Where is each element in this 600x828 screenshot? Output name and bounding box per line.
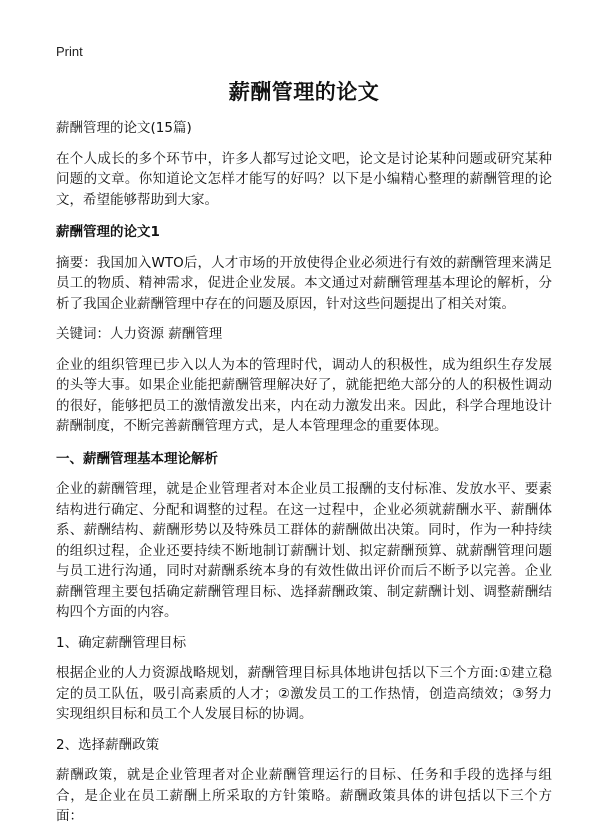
intro-paragraph: 在个人成长的多个环节中，许多人都写过论文吧，论文是讨论某种问题或研究某种问题的文章。你知道论文怎样才能写的好吗？以下是小编精心整理的薪酬管理的论文，希望能够帮助到大家。 — [56, 150, 552, 208]
item2-heading: 2、选择薪酬政策 — [56, 736, 160, 753]
item1-heading: 1、确定薪酬管理目标 — [56, 634, 187, 651]
item1-paragraph: 根据企业的人力资源战略规划，薪酬管理目标具体地讲包括以下三个方面:①建立稳定的员工队伍，吸引高素质的人才；②激发员工的工作热情，创造高绩效；③努力实现组织目标和员工个人发展目标的协调。 — [56, 665, 552, 722]
page-title: 薪酬管理的论文 — [228, 80, 380, 104]
document-page — [56, 44, 552, 827]
theory-paragraph: 企业的薪酬管理，就是企业管理者对本企业员工报酬的支付标准、发放水平、要素结构进行确定、分配和调整的过程。在这一过程中，企业必须就薪酬水平、薪酬体系、薪酬结构、薪酬形势以及特殊员工群体的薪酬做出决策。同时，作为一种持续的组织过程，企业还要持续不断地制订薪酬计划、拟定薪酬预算、就薪酬管理问题与员工进行沟通，同时对薪酬系统本身的有效性做出评价而后不断予以完善。企业薪酬管理主要包括确定薪酬管理目标、选择薪酬政策、制定薪酬计划、调整薪酬结构四个方面的内容。 — [56, 481, 552, 620]
keywords-paragraph: 关键词：人力资源 薪酬管理 — [56, 326, 223, 342]
section-heading-theory: 一、薪酬管理基本理论解析 — [56, 450, 218, 467]
item2-paragraph: 薪酬政策，就是企业管理者对企业薪酬管理运行的目标、任务和手段的选择与组合，是企业在员工薪酬上所采取的方针策略。薪酬政策具体的讲包括以下三个方面： — [56, 767, 552, 824]
document-subtitle: 薪酬管理的论文(15篇) — [56, 120, 192, 136]
organization-paragraph: 企业的组织管理已步入以人为本的管理时代，调动人的积极性，成为组织生存发展的头等大事。如果企业能把薪酬管理解决好了，就能把绝大部分的人的积极性调动的很好，能够把员工的激情激发出来，内在动力激发出来。因此，科学合理地设计薪酬制度，不断完善薪酬管理方式，是人本管理理念的重要体现。 — [56, 356, 552, 434]
print-link[interactable]: Print — [56, 44, 83, 59]
abstract-paragraph: 摘要：我国加入WTO后，人才市场的开放使得企业必须进行有效的薪酬管理来满足员工的物质、精神需求，促进企业发展。本文通过对薪酬管理基本理论的解析，分析了我国企业薪酬管理中存在的问题及原因，针对这些问题提出了相关对策。 — [56, 254, 552, 312]
section-heading-1: 薪酬管理的论文1 — [56, 224, 160, 240]
